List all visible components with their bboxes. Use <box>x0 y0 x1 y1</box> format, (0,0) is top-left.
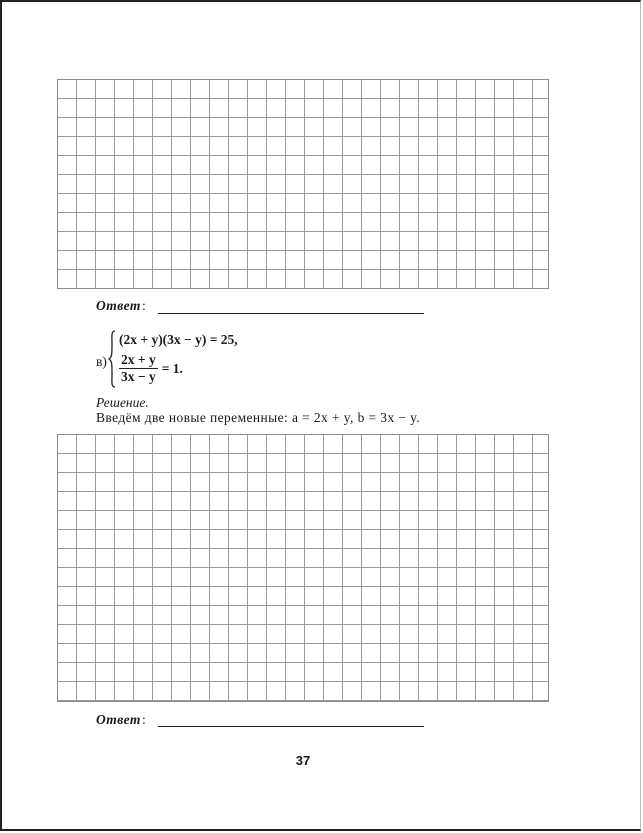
answer-row-2 <box>96 712 146 728</box>
answer-label: Ответ <box>96 712 141 727</box>
equation-2-rhs: = 1. <box>161 360 183 376</box>
solution-label: Решение. <box>96 395 149 410</box>
fraction <box>119 352 158 385</box>
equation-2 <box>119 352 183 385</box>
fraction-numerator: 2x + y <box>121 352 156 367</box>
task-letter: в) <box>96 354 107 369</box>
answer-label: Ответ <box>96 298 141 313</box>
solution-text: Введём две новые переменные: a = 2x + y, b = 3x − y. <box>96 410 421 425</box>
answer-colon: : <box>141 298 147 313</box>
equation-1: (2x + y)(3x − y) = 25, <box>119 332 238 347</box>
answer-grid-bottom[interactable] <box>57 434 549 702</box>
answer-grid-top[interactable] <box>57 79 549 289</box>
answer-row-1 <box>96 298 146 314</box>
left-brace-icon <box>108 330 116 388</box>
answer-blank-line[interactable] <box>158 726 424 727</box>
answer-blank-line[interactable] <box>158 313 424 314</box>
fraction-denominator: 3x − y <box>121 369 156 384</box>
answer-colon: : <box>141 712 147 727</box>
page-number: 37 <box>295 753 311 768</box>
